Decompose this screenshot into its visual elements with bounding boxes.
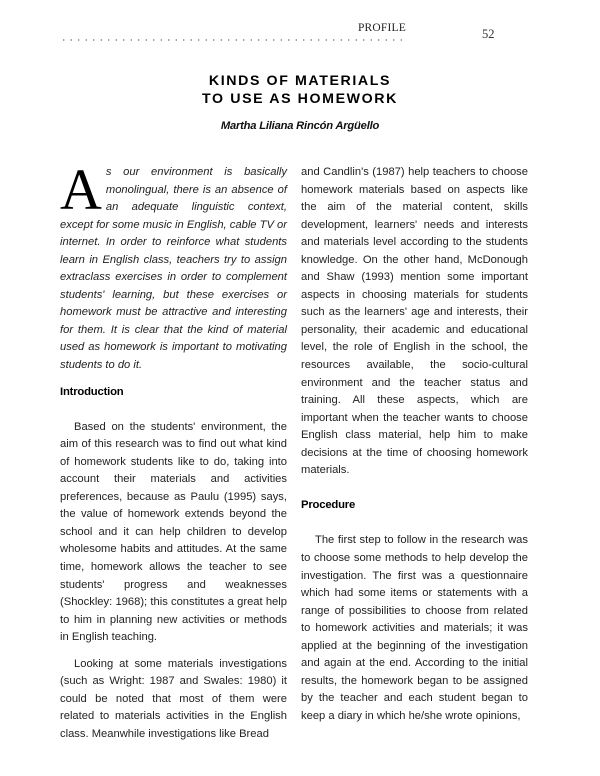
drop-cap: A <box>60 157 102 222</box>
article-title <box>0 73 600 108</box>
spacer <box>60 375 287 384</box>
article-title-line-1: KINDS OF MATERIALS <box>208 73 392 89</box>
procedure-paragraph-1: The first step to follow in the research was to choose some methods to help develop the investigation. The first was a questionnaire which had some items or statements with a range of possibilities to choose from related to homework activities and materials; it was applied at the beginning of the investigation and again at the end. According to the initial results, the homework began to be assigned by the teacher and each student began to keep a diary in which he/she wrote opinions, <box>301 534 528 722</box>
introduction-paragraph-2-continued: and Candlin's (1987) help teachers to choose homework materials based on aspects like the aim of the material content, skills development, learners' needs and interests and materials level according to the students knowledge. On the other hand, McDonough and Shaw (1993) mention some important aspects in choosing materials for students such as the learners' age and interests, their personality, their academic and educational level, the role of English in the school, the resources available, the socio-cultural environment and the teacher status and training. All these aspects, which are important when the teacher wants to choose English class material, help him to make decisions at the time of choosing homework materials. <box>301 166 528 477</box>
left-column <box>60 157 287 744</box>
running-head <box>60 22 406 44</box>
running-head-title: PROFILE <box>357 22 406 34</box>
spacer <box>60 647 287 656</box>
spacer <box>301 515 528 533</box>
page-number: 52 <box>482 27 495 41</box>
abstract <box>60 157 287 375</box>
section-heading-introduction: Introduction <box>60 385 124 398</box>
introduction-paragraph-2: Looking at some materials investigations (such as Wright: 1987 and Swales: 1980) it could be noted that most of them were related to materials activities in the English class. Meanwhile investigations like Bread <box>60 657 287 740</box>
right-column <box>301 164 528 726</box>
introduction-paragraph-1: Based on the students' environment, the aim of this research was to find out what kind of homework students like to do, taking into account their materials and activities preferences, because as Paulu (1995) says, the value of homework extends beyond the school and it can help children to develop wholesome habits and attitudes. At the same time, homework allows the teacher to see students' progress and weaknesses (Shockley: 1968); this constitutes a great help to him in planning new activities or methods in English teaching. <box>60 420 287 644</box>
abstract-text: s our environment is basically monolingual, there is an absence of an adequate linguistic context, except for some music in English, cable TV or internet. In order to reinforce what students learn in English class, teachers try to assign extraclass exercises in order to complement students' learning, but these exercises or homework must be attractive and interesting for them. It is clear that the kind of material used as homework is important to motivating students to do it. <box>60 166 287 372</box>
article-author: Martha Liliana Rincón Argüello <box>220 120 380 132</box>
article-title-line-2: TO USE AS HOMEWORK <box>202 90 398 107</box>
spacer <box>301 480 528 498</box>
spacer <box>60 401 287 419</box>
section-heading-procedure: Procedure <box>301 499 356 512</box>
dotted-rule <box>60 39 406 41</box>
